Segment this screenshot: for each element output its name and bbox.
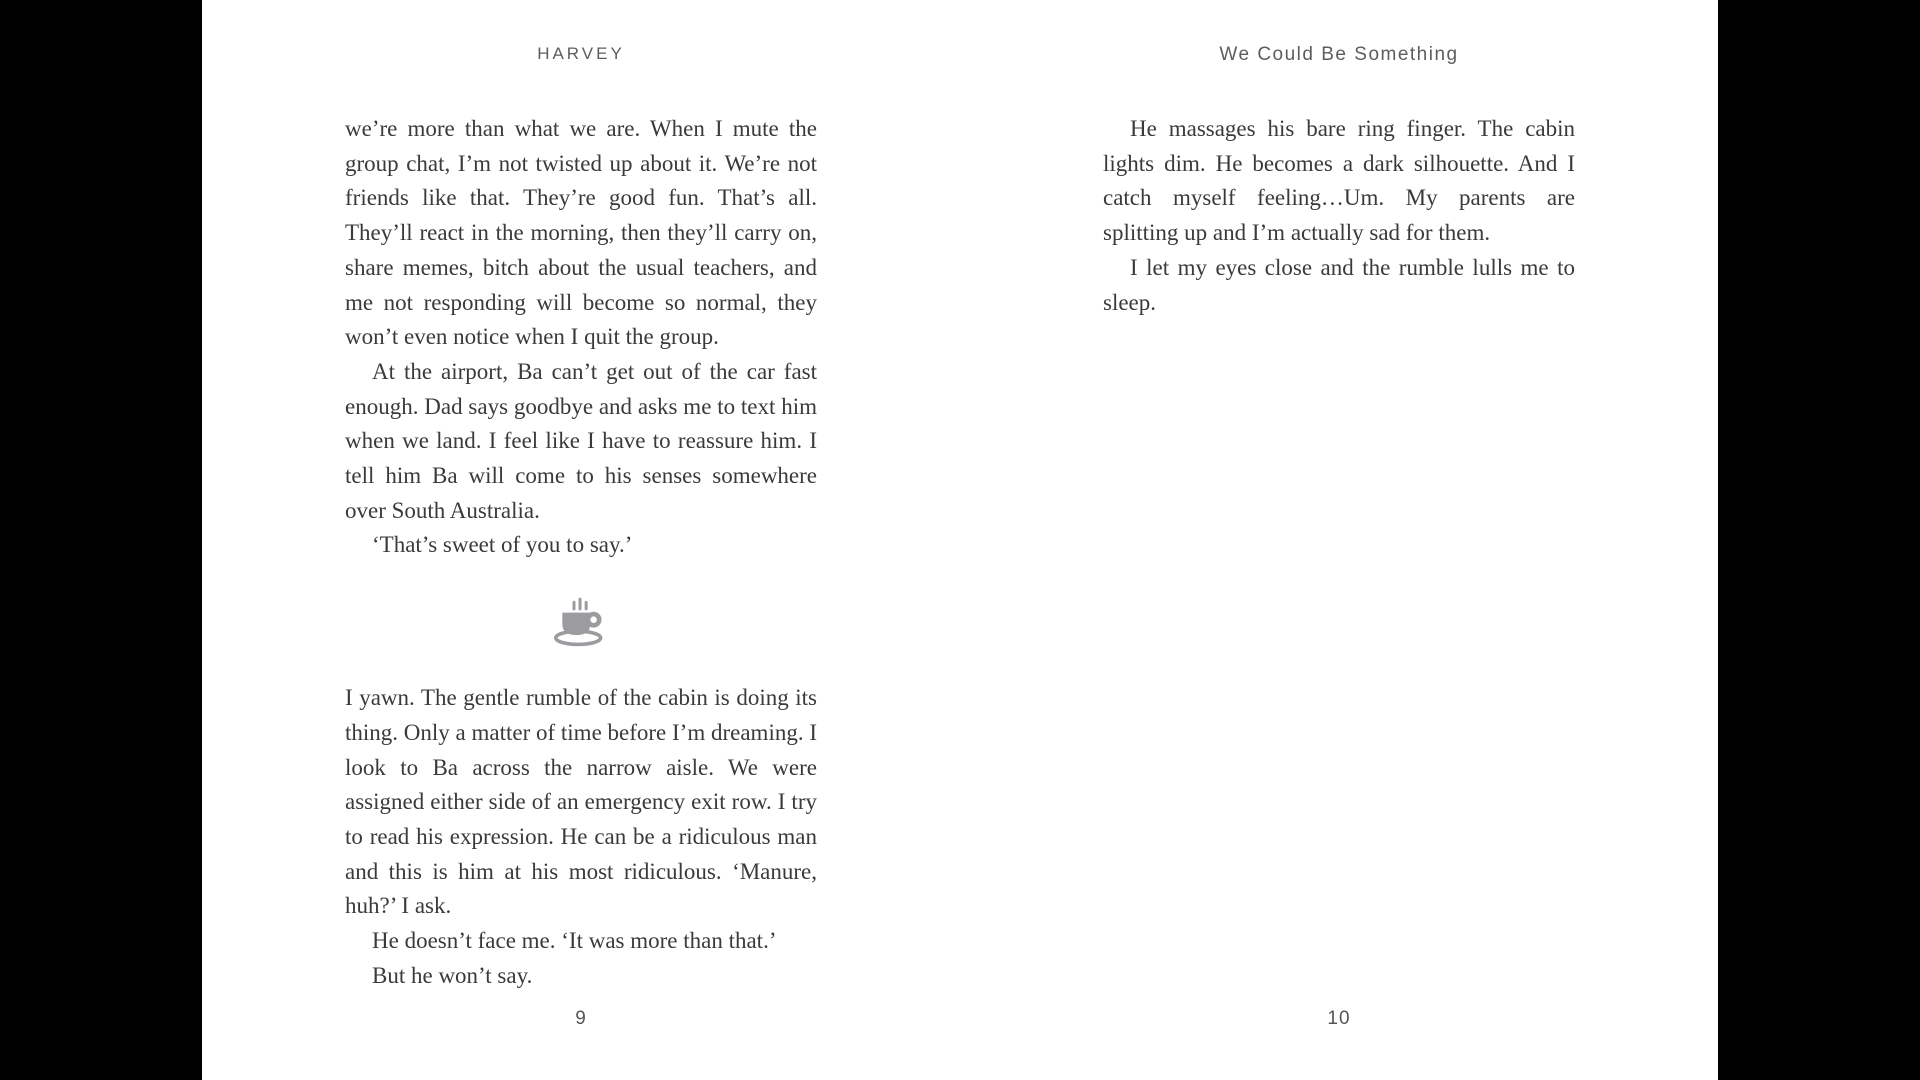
paragraph: At the airport, Ba can’t get out of the car fast enough. Dad says goodbye and asks me to text him when we land. I feel like I have to reassure him. I tell him Ba will come to his senses somewhere over South Australia. [345,358,817,523]
paragraph: He massages his bare ring finger. The cabin lights dim. He becomes a dark silhouette. And I catch myself feeling…Um. My parents are splitting up and I’m actually sad for them. [1103,116,1575,246]
right-page-number: 10 [1327,1008,1351,1029]
left-page-text-block [345,112,817,993]
coffee-cup-icon [553,597,609,647]
paragraph: I yawn. The gentle rumble of the cabin is doing its thing. Only a matter of time before I’m dreaming. I look to Ba across the narrow aisle. We were assigned either side of an emergency exit row. I try to read his expression. He can be a ridiculous man and this is him at his most ridiculous. ‘Manure, huh?’ I ask. [345,685,817,919]
paragraph: I let my eyes close and the rumble lulls me to sleep. [1103,254,1575,315]
left-running-header: HARVEY [537,44,625,63]
right-page-text-block [1103,112,1575,320]
right-page[interactable] [960,0,1718,1080]
left-page[interactable] [202,0,960,1080]
paragraph: we’re more than what we are. When I mute the group chat, I’m not twisted up about it. We’re not friends like that. They’re good fun. That’s all. They’ll react in the morning, then they’ll carry on, share memes, bitch about the usual teachers, and me not responding will become so normal, they won’t even notice when I quit the group. [345,116,817,350]
paragraph: ‘That’s sweet of you to say.’ [372,532,633,558]
paragraph: He doesn’t face me. ‘It was more than that.’ [372,928,777,954]
left-page-number: 9 [575,1008,587,1029]
book-spread [202,0,1718,1080]
section-break-ornament [345,563,817,681]
right-running-header: We Could Be Something [1219,44,1459,65]
paragraph: But he won’t say. [372,962,533,988]
